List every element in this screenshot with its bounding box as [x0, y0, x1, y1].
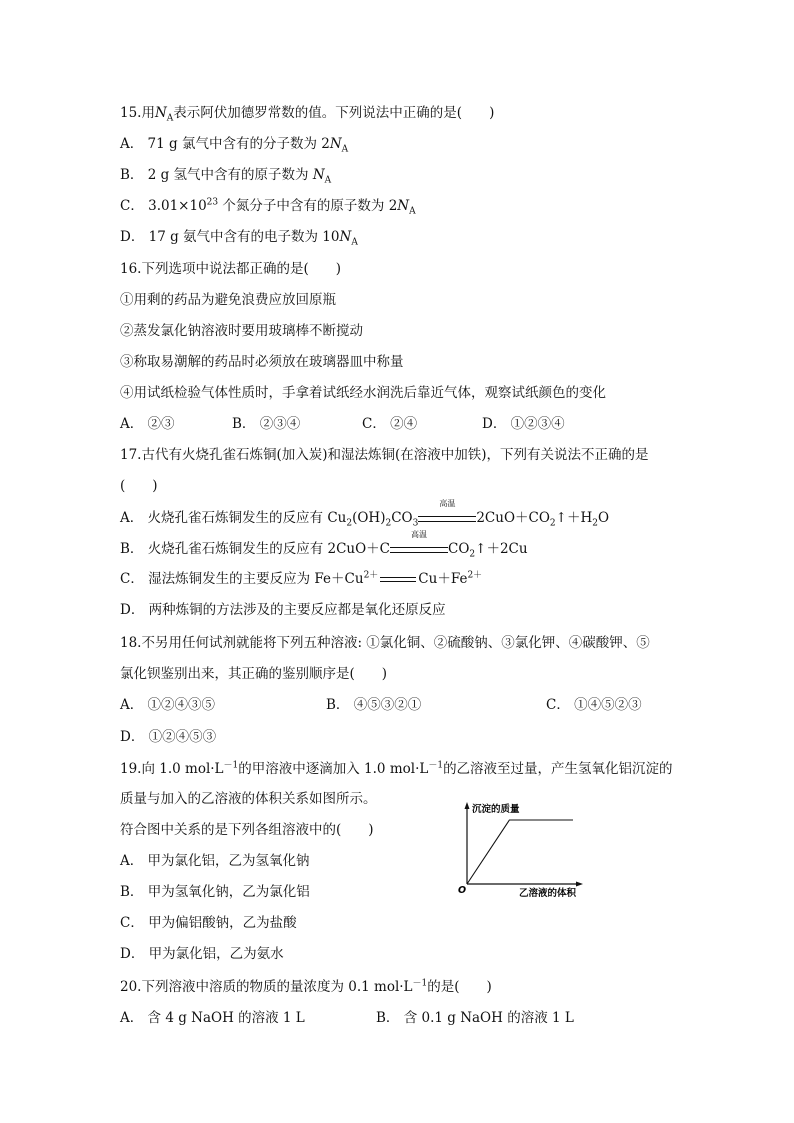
x-axis-arrow — [576, 882, 583, 887]
q17-stem-line-2: ( ) — [120, 478, 158, 494]
q18-option-b: B． ④⑤③②① — [326, 697, 422, 713]
q19-stem-line-3: 符合图中关系的是下列各组溶液中的( ) — [120, 822, 374, 838]
q17-option-b: B． 火烧孔雀石炼铜发生的反应有 2CuO＋C 高温 $CO_2↑+2Cu$ — [120, 530, 528, 560]
q19-stem-line-2: 质量与加入的乙溶液的体积关系如图所示。 — [120, 791, 377, 807]
x-axis-label: 乙溶液的体积 — [519, 888, 577, 899]
q19-stem-line-1: 19.向 1.0 $mol\cdot L^{-1}$的甲溶液中逐滴加入 1.0 $mol\cdot L^{-1}$的乙溶液至过量，产生氢氧化铝沉淀的 — [120, 760, 673, 777]
origin-label: O — [458, 885, 467, 896]
q20-option-b: B． 含 0.1 g NaOH 的溶液 1 L — [376, 1010, 574, 1026]
q19-option-b: B． 甲为氢氧化钠，乙为氯化铝 — [120, 884, 310, 900]
graph-svg — [455, 800, 585, 900]
q15-option-d: D． 17 g 氨气中含有的电子数为 $10N_A$ — [120, 229, 358, 248]
q20-stem: 20.下列溶液中溶质的物质的量浓度为 0.1 $mol\cdot L^{-1}$的是( ) — [120, 978, 492, 995]
q20-option-a: A． 含 4 g NaOH 的溶液 1 L — [120, 1010, 305, 1026]
q18-option-d: D． ①②④⑤③ — [120, 729, 217, 745]
precipitate-mass-graph — [455, 800, 585, 900]
q17-option-a: A． 火烧孔雀石炼铜发生的反应有 $Cu_2(OH)_2CO_3$ 高温 $2CuO+CO_2↑+H_2O$ — [120, 499, 610, 529]
q16-option-b: B． ②③④ — [232, 416, 301, 432]
q15-option-c: C． $3.01\times 10^{23}$ 个氮分子中含有的原子数为 $2N_A$ — [120, 197, 416, 217]
q18-stem-line-1: 18.不另用任何试剂就能将下列五种溶液: ①氯化铜、②硫酸钠、③氯化钾、④碳酸钾、⑤ — [120, 635, 650, 651]
precipitate-curve — [467, 820, 573, 884]
q16-statement-3: ③称取易潮解的药品时必须放在玻璃器皿中称量 — [120, 354, 404, 370]
q17-stem-line-1: 17.古代有火烧孔雀石炼铜(加入炭)和湿法炼铜(在溶液中加铁)，下列有关说法不正确的是 — [120, 447, 649, 463]
equation-equals-sign — [380, 577, 416, 582]
q19-option-a: A． 甲为氯化铝，乙为氢氧化钠 — [120, 853, 310, 869]
q18-option-a: A． ①②④③⑤ — [120, 697, 216, 713]
reaction-condition-arrow: 高温 — [418, 508, 476, 522]
q19-option-d: D． 甲为氯化铝，乙为氨水 — [120, 946, 284, 962]
q17-option-c: C． 湿法炼铜发生的主要反应为 $Fe+Cu^{2+}$ $Cu+Fe^{2+}$ — [120, 570, 483, 587]
q16-stem: 16.下列选项中说法都正确的是( ) — [120, 261, 342, 277]
q18-stem-line-2: 氯化钡鉴别出来，其正确的鉴别顺序是( ) — [120, 666, 388, 682]
q15-stem: 15.用$N_A$表示阿伏加德罗常数的值。下列说法中正确的是( ) — [120, 105, 495, 124]
q16-option-a: A． ②③ — [120, 416, 175, 432]
q15-option-b: B． 2 g 氢气中含有的原子数为 $N_A$ — [120, 167, 332, 186]
q16-statement-4: ④用试纸检验气体性质时，手拿着试纸经水润洗后靠近气体，观察试纸颜色的变化 — [120, 385, 606, 401]
q16-statement-2: ②蒸发氯化钠溶液时要用玻璃棒不断搅动 — [120, 323, 363, 339]
q19-option-c: C． 甲为偏铝酸钠，乙为盐酸 — [120, 915, 297, 931]
y-axis-arrow — [465, 802, 470, 809]
q16-option-d: D． ①②③④ — [482, 416, 565, 432]
q16-option-c: C． ②④ — [362, 416, 418, 432]
q15-option-a: A． 71 g 氯气中含有的分子数为 $2N_A$ — [120, 136, 349, 155]
q17-option-d: D． 两种炼铜的方法涉及的主要反应都是氧化还原反应 — [120, 602, 446, 618]
y-axis-label: 沉淀的质量 — [472, 804, 520, 815]
reaction-condition-arrow: 高温 — [390, 539, 448, 553]
q16-statement-1: ①用剩的药品为避免浪费应放回原瓶 — [120, 292, 336, 308]
q18-option-c: C． ①④⑤②③ — [546, 697, 642, 713]
